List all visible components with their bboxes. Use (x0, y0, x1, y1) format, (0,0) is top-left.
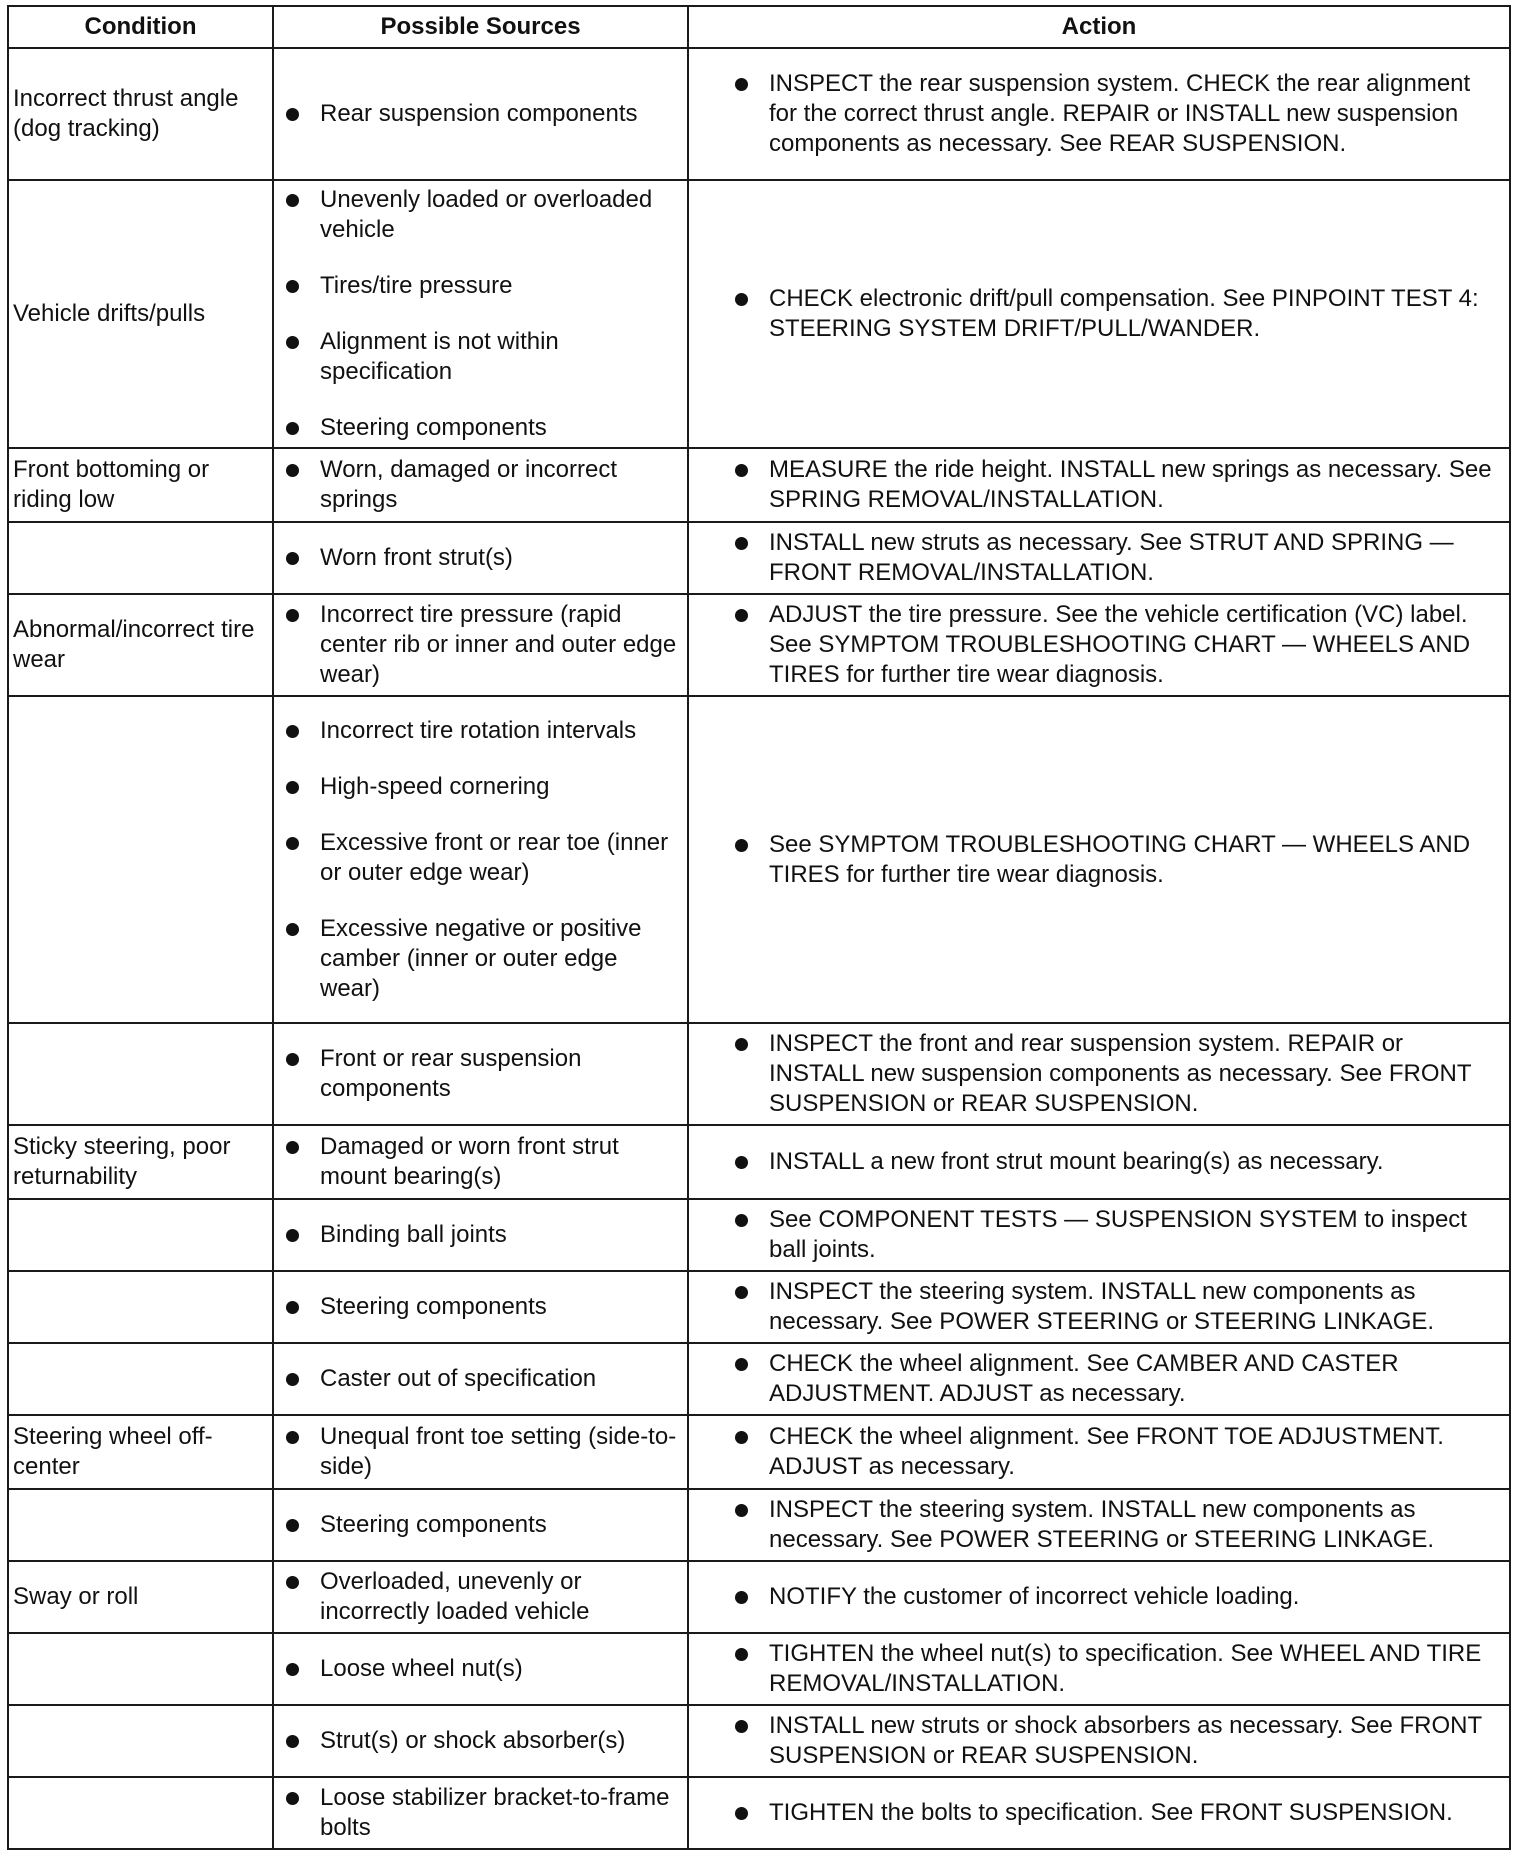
source-text: Front or rear suspension components (320, 1045, 582, 1102)
action-text: INSPECT the steering system. INSTALL new components as necessary. See POWER STEERING or STEERING LINKAGE. (769, 1496, 1435, 1553)
action-list-item (769, 1422, 1497, 1482)
table-row (8, 1489, 1510, 1561)
action-text: INSPECT the front and rear suspension system. REPAIR or INSTALL new suspension components as necessary. See FRONT SUSPENSION or REAR SUSPENSION. (769, 1030, 1472, 1117)
source-list-item (320, 1654, 677, 1684)
possible-sources-cell (273, 1633, 688, 1705)
table-row (8, 1777, 1510, 1849)
source-text: Steering components (320, 414, 547, 441)
action-cell (688, 1777, 1510, 1849)
possible-sources-cell (273, 1343, 688, 1415)
table-row (8, 696, 1510, 1023)
condition-cell (8, 1777, 273, 1849)
source-text: Rear suspension components (320, 100, 638, 127)
bullet-icon (735, 1038, 748, 1051)
source-list-item (320, 1783, 677, 1843)
bullet-icon (735, 1358, 748, 1371)
bullet-icon (735, 839, 748, 852)
table-row (8, 522, 1510, 594)
action-cell (688, 696, 1510, 1023)
chart-body (8, 48, 1510, 1849)
bullet-icon (735, 1156, 748, 1169)
action-text: TIGHTEN the bolts to specification. See FRONT SUSPENSION. (769, 1799, 1453, 1826)
bullet-icon (286, 1141, 299, 1154)
condition-cell: Incorrect thrust angle (dog tracking) (8, 48, 273, 180)
source-text: High-speed cornering (320, 772, 550, 800)
action-list-item (769, 1711, 1497, 1771)
source-list-item (320, 1726, 677, 1756)
bullet-icon (286, 422, 299, 435)
bullet-icon (286, 194, 299, 207)
source-text: Loose stabilizer bracket-to-frame bolts (320, 1784, 670, 1841)
table-row (8, 1415, 1510, 1489)
action-text: See COMPONENT TESTS — SUSPENSION SYSTEM to inspect ball joints. (769, 1206, 1467, 1263)
action-text: INSTALL a new front strut mount bearing(s) as necessary. (769, 1148, 1384, 1175)
table-row (8, 1561, 1510, 1633)
bullet-icon (735, 1591, 748, 1604)
possible-sources-cell (273, 48, 688, 180)
action-cell (688, 1023, 1510, 1125)
bullet-icon (286, 781, 299, 794)
bullet-icon (286, 1301, 299, 1314)
table-row (8, 1633, 1510, 1705)
bullet-icon (735, 1720, 748, 1733)
bullet-icon (286, 837, 299, 850)
bullet-icon (286, 108, 299, 121)
action-cell (688, 594, 1510, 696)
bullet-icon (735, 1504, 748, 1517)
condition-cell: Sway or roll (8, 1561, 273, 1633)
possible-sources-cell (273, 1705, 688, 1777)
bullet-icon (735, 1214, 748, 1227)
bullet-icon (735, 78, 748, 91)
source-text: Unevenly loaded or overloaded vehicle (320, 186, 653, 243)
action-text: MEASURE the ride height. INSTALL new springs as necessary. See SPRING REMOVAL/INSTALLATION. (769, 456, 1492, 513)
source-text: Caster out of specification (320, 1365, 597, 1392)
header-row (8, 6, 1510, 48)
source-text: Alignment is not within specification (320, 328, 559, 385)
source-text: Steering components (320, 1511, 547, 1538)
action-text: NOTIFY the customer of incorrect vehicle loading. (769, 1583, 1300, 1610)
table-row (8, 594, 1510, 696)
source-text: Steering components (320, 1293, 547, 1320)
action-text: ADJUST the tire pressure. See the vehicle certification (VC) label. See SYMPTOM TROUBLESHOOTING CHART — WHEELS AND TIRES for further tire wear diagnosis. (769, 601, 1471, 688)
action-list-item (769, 1639, 1497, 1699)
source-list-item (320, 271, 677, 301)
possible-sources-cell (273, 180, 688, 448)
action-list-item (769, 528, 1497, 588)
action-text: INSTALL new struts as necessary. See STRUT AND SPRING — FRONT REMOVAL/INSTALLATION. (769, 529, 1454, 586)
symptom-chart-table (7, 5, 1511, 1850)
action-list-item (769, 284, 1497, 344)
condition-cell: Abnormal/incorrect tire wear (8, 594, 273, 696)
bullet-icon (735, 609, 748, 622)
bullet-icon (286, 1735, 299, 1748)
condition-cell: Sticky steering, poor returnability (8, 1125, 273, 1199)
condition-cell (8, 1489, 273, 1561)
action-list-item (769, 1349, 1497, 1409)
source-list-item (320, 1220, 677, 1250)
condition-cell (8, 1633, 273, 1705)
source-list-item (320, 772, 677, 802)
action-text: TIGHTEN the wheel nut(s) to specification. See WHEEL AND TIRE REMOVAL/INSTALLATION. (769, 1640, 1482, 1697)
bullet-icon (286, 609, 299, 622)
source-list-item (320, 914, 677, 1004)
table-row (8, 1343, 1510, 1415)
bullet-icon (735, 1807, 748, 1820)
source-text: Incorrect tire pressure (rapid center rib or inner and outer edge wear) (320, 601, 677, 688)
condition-cell (8, 1023, 273, 1125)
action-list-item (769, 455, 1497, 515)
condition-cell (8, 522, 273, 594)
bullet-icon (286, 1373, 299, 1386)
possible-sources-cell (273, 1199, 688, 1271)
action-text: See SYMPTOM TROUBLESHOOTING CHART — WHEELS AND TIRES for further tire wear diagnosis. (769, 830, 1471, 888)
action-list-item (769, 1798, 1497, 1828)
bullet-icon (286, 464, 299, 477)
source-list-item (320, 99, 677, 129)
source-list-item (320, 600, 677, 690)
action-cell (688, 1199, 1510, 1271)
action-list-item (769, 600, 1497, 690)
header-condition: Condition (8, 6, 273, 48)
possible-sources-cell (273, 696, 688, 1023)
source-list-item (320, 543, 677, 573)
action-cell (688, 1125, 1510, 1199)
source-list-item (320, 413, 677, 443)
source-list-item (320, 828, 677, 888)
bullet-icon (286, 1576, 299, 1589)
bullet-icon (286, 1792, 299, 1805)
source-list-item (320, 327, 677, 387)
bullet-icon (286, 1519, 299, 1532)
possible-sources-cell (273, 522, 688, 594)
condition-cell: Vehicle drifts/pulls (8, 180, 273, 448)
possible-sources-cell (273, 1125, 688, 1199)
possible-sources-cell (273, 1561, 688, 1633)
source-text: Unequal front toe setting (side-to-side) (320, 1423, 677, 1480)
action-cell (688, 1561, 1510, 1633)
source-list-item (320, 455, 677, 515)
source-text: Worn front strut(s) (320, 544, 513, 571)
action-list-item (769, 1205, 1497, 1265)
table-row (8, 48, 1510, 180)
source-list-item (320, 1044, 677, 1104)
action-list-item (769, 1495, 1497, 1555)
action-text: CHECK electronic drift/pull compensation. See PINPOINT TEST 4: STEERING SYSTEM DRIFT/PULL/WANDER. (769, 285, 1479, 342)
action-cell (688, 1633, 1510, 1705)
bullet-icon (286, 923, 299, 936)
condition-cell (8, 696, 273, 1023)
table-row (8, 1125, 1510, 1199)
bullet-icon (735, 537, 748, 550)
bullet-icon (286, 725, 299, 738)
source-list-item (320, 716, 677, 746)
source-list-item (320, 1422, 677, 1482)
action-list-item (769, 1277, 1497, 1337)
action-list-item (769, 69, 1497, 159)
condition-cell: Steering wheel off-center (8, 1415, 273, 1489)
condition-cell (8, 1343, 273, 1415)
source-list-item (320, 1132, 677, 1192)
condition-cell (8, 1199, 273, 1271)
action-list-item (769, 1147, 1497, 1177)
source-text: Binding ball joints (320, 1221, 507, 1248)
action-text: INSTALL new struts or shock absorbers as necessary. See FRONT SUSPENSION or REAR SUSPENSION. (769, 1712, 1482, 1769)
action-cell (688, 1343, 1510, 1415)
action-cell (688, 448, 1510, 522)
action-list-item (769, 830, 1497, 890)
table-row (8, 1199, 1510, 1271)
action-cell (688, 522, 1510, 594)
source-list-item (320, 1364, 677, 1394)
source-text: Worn, damaged or incorrect springs (320, 456, 618, 513)
possible-sources-cell (273, 1023, 688, 1125)
bullet-icon (735, 1431, 748, 1444)
source-list-item (320, 1292, 677, 1322)
bullet-icon (286, 1663, 299, 1676)
source-list-item (320, 1567, 677, 1627)
table-row (8, 180, 1510, 448)
source-text: Overloaded, unevenly or incorrectly loaded vehicle (320, 1568, 590, 1625)
condition-cell (8, 1271, 273, 1343)
table-row (8, 1705, 1510, 1777)
bullet-icon (735, 1648, 748, 1661)
source-text: Tires/tire pressure (320, 272, 513, 299)
possible-sources-cell (273, 1489, 688, 1561)
source-list-item (320, 1510, 677, 1540)
bullet-icon (735, 1286, 748, 1299)
action-cell (688, 1271, 1510, 1343)
action-list-item (769, 1582, 1497, 1612)
source-text: Excessive front or rear toe (inner or outer edge wear) (320, 828, 669, 886)
table-row (8, 448, 1510, 522)
bullet-icon (286, 336, 299, 349)
table-row (8, 1023, 1510, 1125)
bullet-icon (286, 280, 299, 293)
action-text: INSPECT the rear suspension system. CHECK the rear alignment for the correct thrust angle. REPAIR or INSTALL new suspension components as necessary. See REAR SUSPENSION. (769, 70, 1471, 157)
header-action: Action (688, 6, 1510, 48)
action-cell (688, 1705, 1510, 1777)
possible-sources-cell (273, 1777, 688, 1849)
source-text: Incorrect tire rotation intervals (320, 716, 637, 744)
table-row (8, 1271, 1510, 1343)
source-list-item (320, 185, 677, 245)
bullet-icon (286, 552, 299, 565)
possible-sources-cell (273, 594, 688, 696)
bullet-icon (735, 293, 748, 306)
header-possible-sources: Possible Sources (273, 6, 688, 48)
source-text: Excessive negative or positive camber (inner or outer edge wear) (320, 914, 642, 1002)
action-cell (688, 1415, 1510, 1489)
source-text: Damaged or worn front strut mount bearing(s) (320, 1133, 619, 1190)
action-cell (688, 180, 1510, 448)
condition-cell: Front bottoming or riding low (8, 448, 273, 522)
possible-sources-cell (273, 448, 688, 522)
source-text: Loose wheel nut(s) (320, 1655, 523, 1682)
action-text: CHECK the wheel alignment. See FRONT TOE ADJUSTMENT. ADJUST as necessary. (769, 1423, 1444, 1480)
action-list-item (769, 1029, 1497, 1119)
bullet-icon (735, 464, 748, 477)
action-text: CHECK the wheel alignment. See CAMBER AND CASTER ADJUSTMENT. ADJUST as necessary. (769, 1350, 1399, 1407)
possible-sources-cell (273, 1271, 688, 1343)
action-cell (688, 48, 1510, 180)
condition-cell (8, 1705, 273, 1777)
bullet-icon (286, 1229, 299, 1242)
bullet-icon (286, 1053, 299, 1066)
action-text: INSPECT the steering system. INSTALL new components as necessary. See POWER STEERING or STEERING LINKAGE. (769, 1278, 1435, 1335)
action-cell (688, 1489, 1510, 1561)
bullet-icon (286, 1431, 299, 1444)
possible-sources-cell (273, 1415, 688, 1489)
source-text: Strut(s) or shock absorber(s) (320, 1727, 626, 1754)
